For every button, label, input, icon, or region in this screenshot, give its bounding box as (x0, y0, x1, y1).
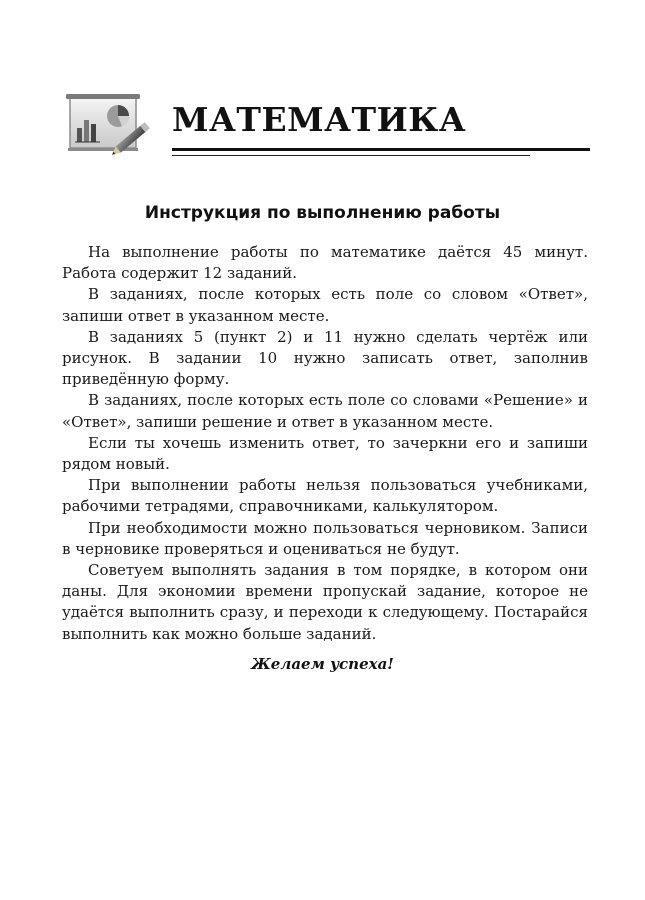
instruction-paragraph: В заданиях, после которых есть поле со словами «Решение» и «Ответ», запиши решение и ответ в указанном месте. (62, 391, 588, 431)
instruction-paragraph: В заданиях 5 (пункт 2) и 11 нужно сделать чертёж или рисунок. В задании 10 нужно записать ответ, заполнив приведённую форму. (62, 327, 588, 389)
instruction-paragraph: При выполнении работы нельзя пользоваться учебниками, рабочими тетрадями, справочниками, калькулятором. (62, 476, 588, 516)
closing-wish: Желаем успеха! (251, 655, 394, 673)
page-header (62, 86, 592, 166)
instruction-paragraph: При необходимости можно пользоваться черновиком. Записи в черновике проверяться и оцениваться не будут. (62, 518, 588, 558)
instructions-body (62, 242, 588, 645)
title-underline-thin (172, 155, 530, 156)
instruction-paragraph: В заданиях, после которых есть поле со словом «Ответ», запиши ответ в указанном месте. (62, 285, 588, 325)
instruction-paragraph: Если ты хочешь изменить ответ, то зачеркни его и запиши рядом новый. (62, 433, 588, 474)
subject-title: МАТЕМАТИКА (172, 100, 467, 139)
instructions-heading: Инструкция по выполнению работы (144, 203, 501, 223)
title-underline-thick (172, 148, 590, 151)
presentation-board-pencil-icon (62, 92, 162, 162)
instruction-paragraph: Советуем выполнять задания в том порядке, в котором они даны. Для экономии времени пропускай задание, которое не удаётся выполнить сразу, и переходи к следующему. Постарайся выполнить как можно больше заданий. (62, 561, 588, 643)
instruction-paragraph: На выполнение работы по математике даётся 45 минут. Работа содержит 12 заданий. (62, 243, 588, 283)
